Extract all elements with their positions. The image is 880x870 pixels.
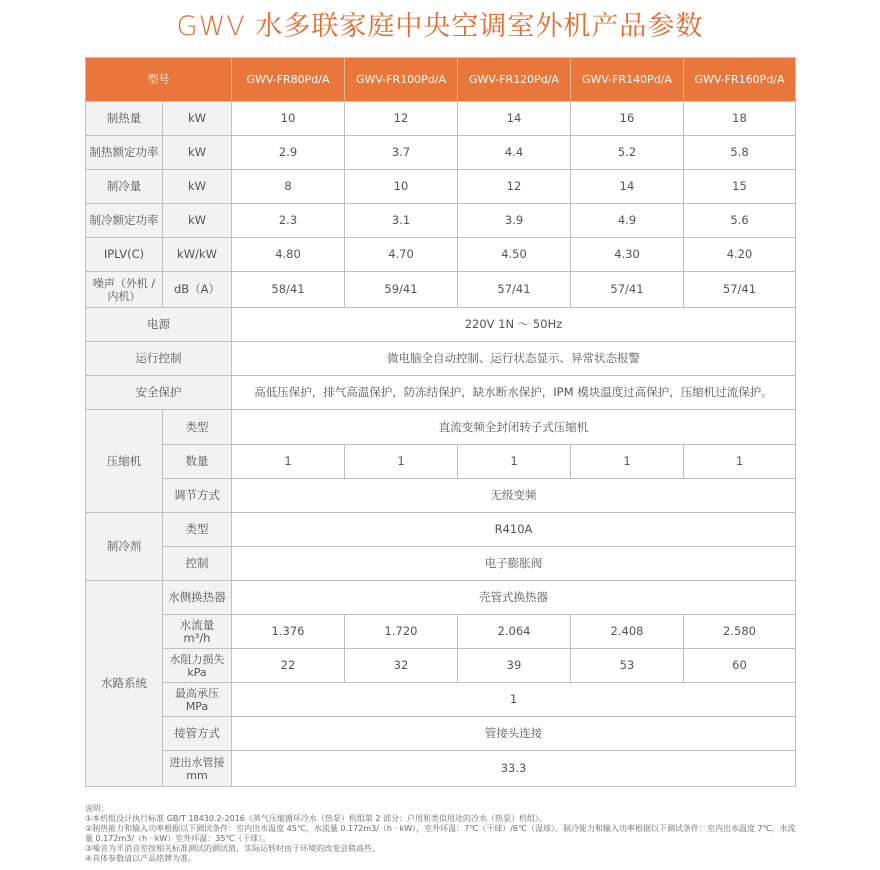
cell-value: 1.720 [345,615,458,649]
cell-value: 3.1 [345,204,458,238]
sub-label: 类型 [163,513,232,547]
sub-label: 水侧换热器 [163,581,232,615]
row-label: 电源 [86,308,232,342]
cell-value: 33.3 [232,751,796,787]
cell-value: 16 [571,102,684,136]
cell-value: R410A [232,513,796,547]
table-row-refrigerant-control [86,547,796,581]
row-label: 制冷额定功率 [86,204,163,238]
table-row-water-pipe [86,751,796,787]
cell-value: 22 [232,649,345,683]
cell-value: 8 [232,170,345,204]
table-row-noise [86,272,796,308]
model-name: GWV-FR80Pd/A [232,58,345,102]
cell-value: 1 [458,445,571,479]
row-label: 运行控制 [86,342,232,376]
row-label: 制热量 [86,102,163,136]
cell-value: 14 [458,102,571,136]
cell-value: 4.9 [571,204,684,238]
cell-value: 1 [232,445,345,479]
row-unit: kW [163,136,232,170]
sub-label: 控制 [163,547,232,581]
cell-value: 4.20 [684,238,796,272]
model-name: GWV-FR140Pd/A [571,58,684,102]
table-row-water-hx [86,581,796,615]
sub-label: 数量 [163,445,232,479]
model-name: GWV-FR120Pd/A [458,58,571,102]
sub-label: 调节方式 [163,479,232,513]
cell-value: 高低压保护，排气高温保护，防冻结保护，缺水断水保护，IPM 模块温度过高保护，压缩机过流保护。 [232,376,796,410]
table-row-compressor-type [86,410,796,445]
cell-value: 12 [458,170,571,204]
row-unit: dB（A） [163,272,232,308]
header-row [86,58,796,102]
cell-value: 4.80 [232,238,345,272]
row-label: 制冷量 [86,170,163,204]
cell-value: 3.7 [345,136,458,170]
cell-value: 57/41 [571,272,684,308]
model-header-label: 型号 [86,58,232,102]
row-unit: kW/kW [163,238,232,272]
cell-value: 微电脑全自动控制、运行状态显示、异常状态报警 [232,342,796,376]
cell-value: 2.3 [232,204,345,238]
table-row-compressor-count [86,445,796,479]
cell-value: 4.4 [458,136,571,170]
sub-label: 水流量 m³/h [163,615,232,649]
cell-value: 2.580 [684,615,796,649]
cell-value: 2.064 [458,615,571,649]
cell-value: 220V 1N ～ 50Hz [232,308,796,342]
cell-value: 10 [232,102,345,136]
group-label-refrigerant: 制冷剂 [86,513,163,581]
table-row-cooling-power [86,204,796,238]
table-row-power-supply [86,308,796,342]
cell-value: 4.70 [345,238,458,272]
spec-table [85,57,796,787]
cell-value: 32 [345,649,458,683]
note-item: ①本机组设计执行标准 GB/T 18430.2-2016《蒸气压缩循环冷水（热泵）机组第 2 部分：户用和类似用途的冷水（热泵）机组》。 [85,814,548,823]
row-unit: kW [163,204,232,238]
cell-value: 39 [458,649,571,683]
cell-value: 5.6 [684,204,796,238]
table-row-iplv [86,238,796,272]
row-unit: kW [163,170,232,204]
cell-value: 1 [571,445,684,479]
cell-value: 1.376 [232,615,345,649]
row-label: 噪声（外机 / 内机） [86,272,163,308]
table-row-compressor-regulation [86,479,796,513]
row-label: 制热额定功率 [86,136,163,170]
cell-value: 壳管式换热器 [232,581,796,615]
table-row-water-connection [86,717,796,751]
cell-value: 14 [571,170,684,204]
cell-value: 4.30 [571,238,684,272]
cell-value: 5.8 [684,136,796,170]
cell-value: 15 [684,170,796,204]
note-item: ④具体参数请以产品铭牌为准。 [85,854,197,863]
row-unit: kW [163,102,232,136]
sub-label: 接管方式 [163,717,232,751]
table-row-water-flow [86,615,796,649]
notes-heading: 说明： [85,804,109,813]
cell-value: 无级变频 [232,479,796,513]
notes-section [85,804,797,864]
page-title: GWV 水多联家庭中央空调室外机产品参数 [176,11,704,42]
table-row-heating-power [86,136,796,170]
table-row-safety [86,376,796,410]
cell-value: 18 [684,102,796,136]
group-label-compressor: 压缩机 [86,410,163,513]
group-label-water-system: 水路系统 [86,581,163,787]
model-name: GWV-FR100Pd/A [345,58,458,102]
note-item: ③噪音为半消音室按相关标准测试的测试值，实际运转时由于环境的改变会稍高些。 [85,844,381,853]
table-row-water-pressure [86,683,796,717]
cell-value: 电子膨胀阀 [232,547,796,581]
cell-value: 直流变频全封闭转子式压缩机 [232,410,796,445]
cell-value: 2.408 [571,615,684,649]
sub-label: 最高承压 MPa [163,683,232,717]
cell-value: 59/41 [345,272,458,308]
cell-value: 10 [345,170,458,204]
cell-value: 4.50 [458,238,571,272]
table-row-cooling-capacity [86,170,796,204]
cell-value: 57/41 [684,272,796,308]
row-label: IPLV(C) [86,238,163,272]
table-row-run-control [86,342,796,376]
cell-value: 60 [684,649,796,683]
sub-label: 类型 [163,410,232,445]
cell-value: 5.2 [571,136,684,170]
sub-label: 水阻力损失 kPa [163,649,232,683]
cell-value: 2.9 [232,136,345,170]
cell-value: 12 [345,102,458,136]
model-name: GWV-FR160Pd/A [684,58,796,102]
table-row-refrigerant-type [86,513,796,547]
cell-value: 1 [345,445,458,479]
cell-value: 管接头连接 [232,717,796,751]
row-label: 安全保护 [86,376,232,410]
cell-value: 53 [571,649,684,683]
cell-value: 1 [684,445,796,479]
table-row-water-resistance [86,649,796,683]
cell-value: 1 [232,683,796,717]
cell-value: 58/41 [232,272,345,308]
table-row-heating-capacity [86,102,796,136]
cell-value: 3.9 [458,204,571,238]
sub-label: 进出水管接 mm [163,751,232,787]
cell-value: 57/41 [458,272,571,308]
note-item: ②制热能力和输入功率根据以下测试条件：室内出水温度 45℃，水流量 0.172m3/（h · kW），室外环温：7℃（干球）/6℃（湿球）。制冷能力和输入功率根据以下测试条件：室内出水温度 7℃，水流量 0.172m3/（h · kW）室外环温：35℃（干球）。 [85,824,796,843]
